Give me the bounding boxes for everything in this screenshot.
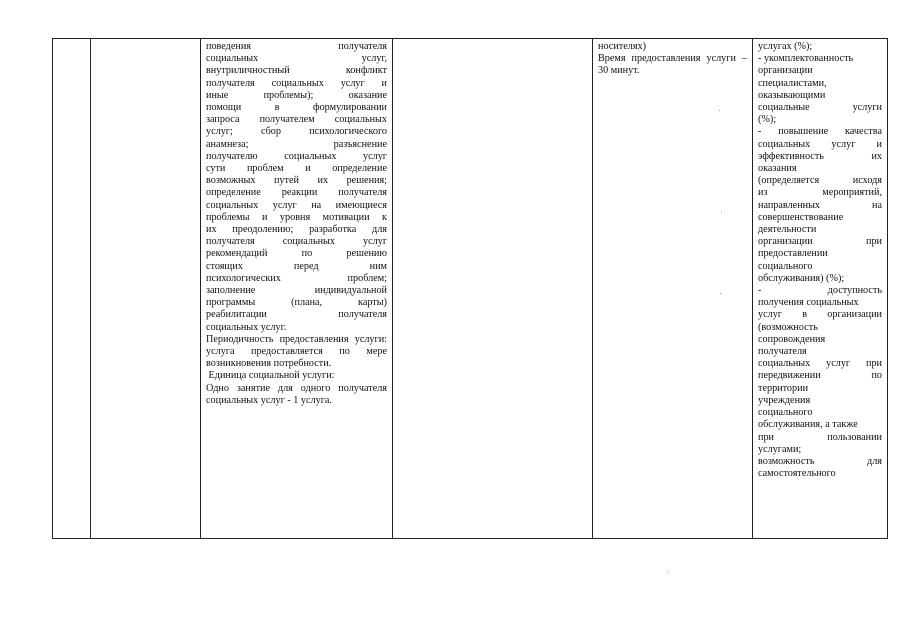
description-line: получателя социальных услуг xyxy=(206,236,387,248)
description-line: проблемы и уровня мотивации к xyxy=(206,211,387,223)
indicator-line: (возможность xyxy=(758,321,818,333)
quality-indicators xyxy=(758,41,882,480)
timing-line-1: носителях) xyxy=(598,41,647,52)
indicator-line: учреждения xyxy=(758,394,811,406)
description-line: заполнение индивидуальной xyxy=(206,285,387,297)
description-line: внутриличностный конфликт xyxy=(206,65,387,77)
indicator-line: из мероприятий, xyxy=(758,187,882,199)
indicator-line: предоставлении xyxy=(758,248,828,260)
indicator-line: территории xyxy=(758,382,809,394)
unit-text: Одно занятие для одного получателя социальных услуг - 1 услуга. xyxy=(206,382,387,406)
col-service-name-cell xyxy=(91,39,201,539)
indicator-line: социальные услуги xyxy=(758,102,882,114)
indicator-line: передвижении по xyxy=(758,370,882,382)
description-line: реабилитации получателя xyxy=(206,309,387,321)
col-number-cell xyxy=(53,39,91,539)
indicator-line: оказания xyxy=(758,163,797,175)
description-line: услуг; сбор психологического xyxy=(206,126,387,138)
indicator-line: - укомплектованность xyxy=(758,53,854,65)
description-line: поведения получателя xyxy=(206,41,387,52)
description-line: возможных путей их решения; xyxy=(206,175,387,187)
indicator-line: направленных на xyxy=(758,199,882,211)
indicator-line: при пользовании xyxy=(758,431,882,443)
col-description-cell xyxy=(201,39,393,539)
indicator-line: - повышение качества xyxy=(758,126,882,138)
indicator-line: возможность для xyxy=(758,455,882,467)
description-line: социальных услуг. xyxy=(206,321,287,333)
indicator-line: организации при xyxy=(758,236,882,248)
description-line: сути проблем и определение xyxy=(206,163,387,175)
indicator-line: (определяется исходя xyxy=(758,175,882,187)
description-line: запроса получателем социальных xyxy=(206,114,387,126)
services-table xyxy=(52,38,888,539)
description-line: анамнеза; разъяснение xyxy=(206,138,387,150)
scan-speck xyxy=(720,293,721,294)
description-line: психологических проблем; xyxy=(206,272,387,284)
timing-text: Время предоставления услуги – 30 минут. xyxy=(598,53,747,77)
indicator-line: услуг в организации xyxy=(758,309,882,321)
col-timing-cell xyxy=(593,39,753,539)
description-line: рекомендаций по решению xyxy=(206,248,387,260)
indicator-line: услугами; xyxy=(758,443,802,455)
description-line: их преодолению; разработка для xyxy=(206,224,387,236)
indicator-line: социального xyxy=(758,407,813,419)
description-line: стоящих перед ним xyxy=(206,260,387,272)
description-line: получателю социальных услуг xyxy=(206,150,387,162)
indicator-line: получателя xyxy=(758,346,807,358)
col-empty-cell xyxy=(393,39,593,539)
col-indicators-cell xyxy=(753,39,888,539)
indicator-line: услугах (%); xyxy=(758,41,813,52)
unit-title: Единица социальной услуги: xyxy=(206,370,335,382)
description-line: социальных услуг, xyxy=(206,53,387,65)
indicator-line: сопровождения xyxy=(758,333,826,345)
service-description xyxy=(206,41,387,334)
description-line: программы (плана, карты) xyxy=(206,297,387,309)
indicator-line: эффективность их xyxy=(758,150,882,162)
description-line: определение реакции получателя xyxy=(206,187,387,199)
indicator-line: социальных услуг при xyxy=(758,358,882,370)
indicator-line: специалистами, xyxy=(758,77,827,89)
indicator-line: (%); xyxy=(758,114,777,126)
indicator-line: получения социальных xyxy=(758,297,859,309)
indicator-line: обслуживания) (%); xyxy=(758,272,845,284)
scan-speck xyxy=(667,571,668,572)
periodicity-text: Периодичность предоставления услуги: услуга предоставляется по мере возникновения потребности. xyxy=(206,333,387,370)
indicator-line: совершенствование xyxy=(758,211,844,223)
description-line: получателя социальных услуг и xyxy=(206,77,387,89)
description-line: помощи в формулировании xyxy=(206,102,387,114)
indicator-line: - доступность xyxy=(758,285,882,297)
scan-speck xyxy=(721,212,722,213)
indicator-line: обслуживания, а также xyxy=(758,419,858,431)
scan-speck xyxy=(719,110,720,111)
description-line: социальных услуг на имеющиеся xyxy=(206,199,387,211)
indicator-line: самостоятельного xyxy=(758,468,836,480)
indicator-line: социального xyxy=(758,260,813,272)
table-row xyxy=(53,39,888,539)
description-line: иные проблемы); оказание xyxy=(206,89,387,101)
indicator-line: социальных услуг и xyxy=(758,138,882,150)
indicator-line: деятельности xyxy=(758,224,817,236)
indicator-line: организации xyxy=(758,65,813,77)
indicator-line: оказывающими xyxy=(758,89,826,101)
